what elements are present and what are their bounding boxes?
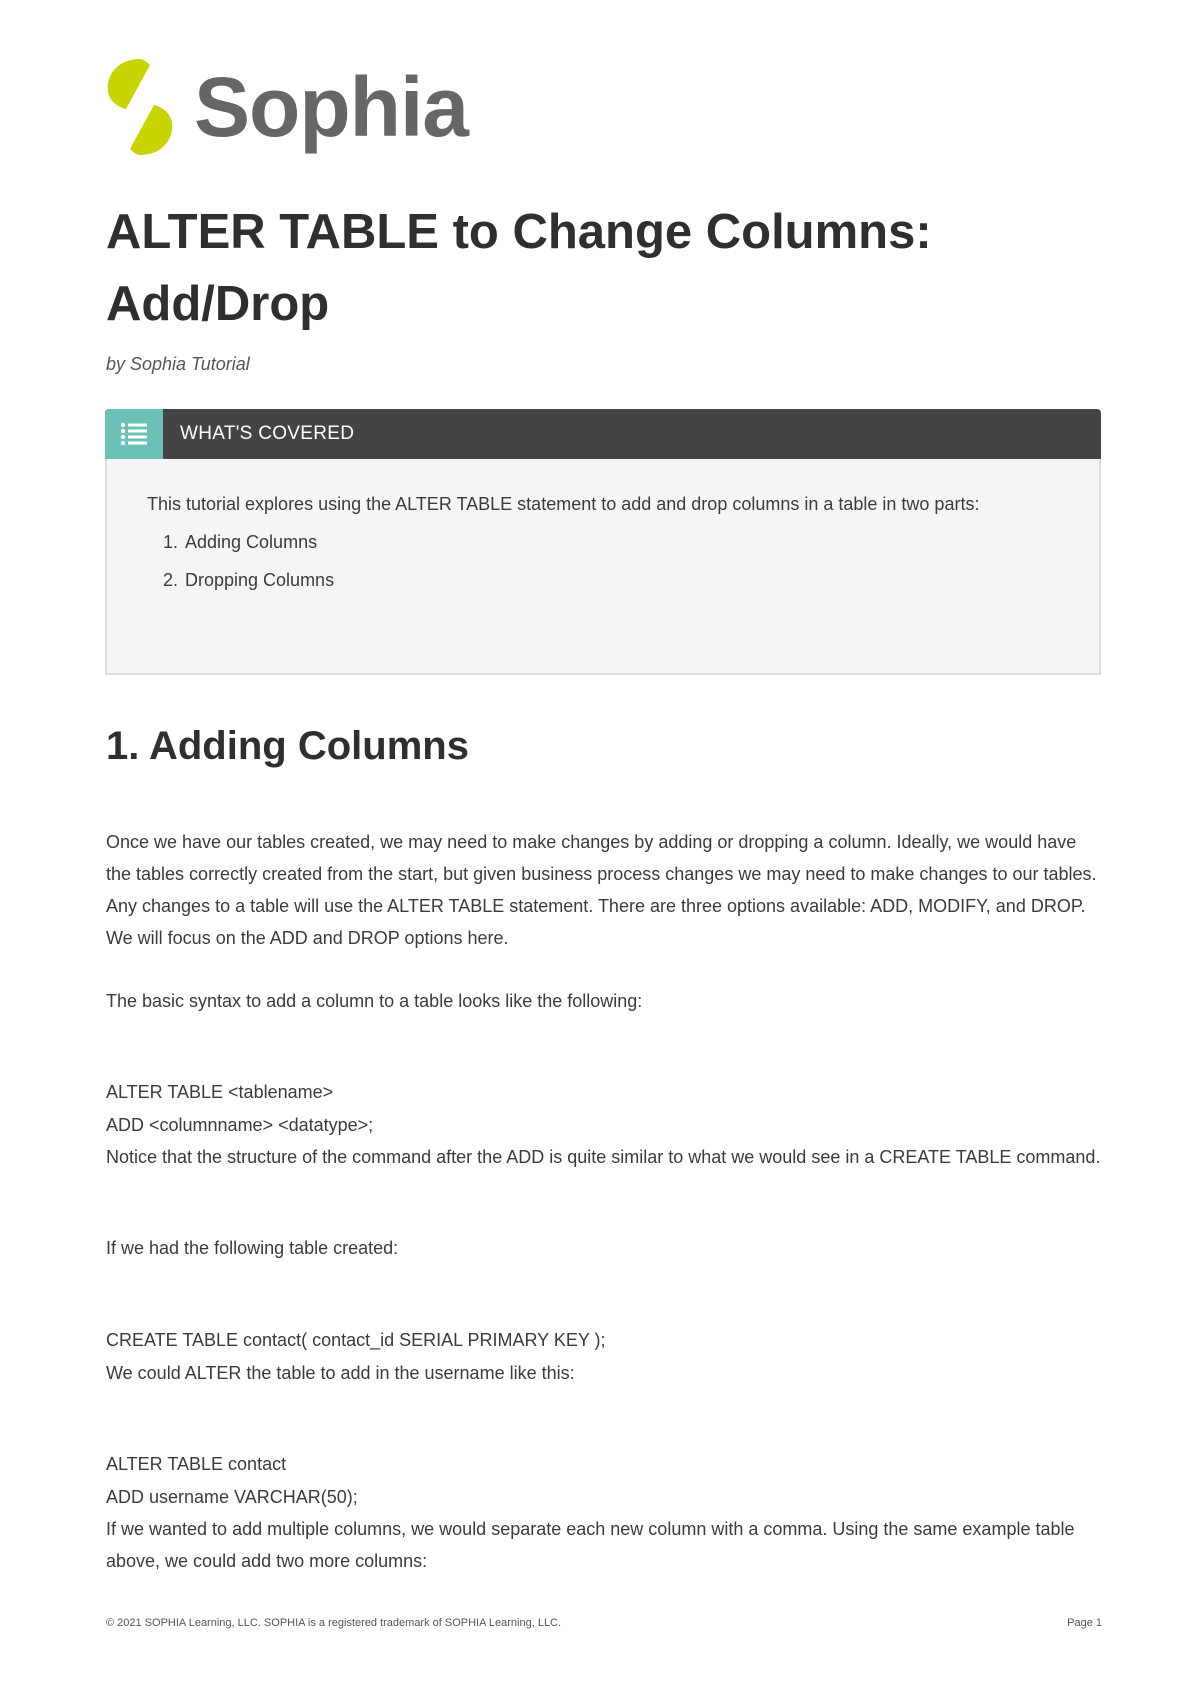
sophia-logo <box>104 54 468 160</box>
paragraph-multiple-columns: If we wanted to add multiple columns, we would separate each new column with a comma. Using the same example table above, we could add two more columns: <box>106 1519 1075 1571</box>
paragraph-table-created: If we had the following table created: <box>106 1238 399 1258</box>
byline: by Sophia Tutorial <box>106 354 250 374</box>
sophia-logo-text: Sophia <box>194 60 469 154</box>
whats-covered-box <box>105 409 1101 675</box>
page-title <box>106 196 1106 340</box>
paragraph-alter-username: We could ALTER the table to add in the username like this: <box>106 1363 575 1383</box>
paragraph-notice: Notice that the structure of the command after the ADD is quite similar to what we would see in a CREATE TABLE command. <box>106 1147 1101 1167</box>
section-heading-adding-columns: 1. Adding Columns <box>106 724 469 768</box>
whats-covered-header <box>105 409 1101 459</box>
sophia-logo-mark-icon <box>104 55 176 159</box>
page-title-line-2: Add/Drop <box>106 277 330 331</box>
whats-covered-label: WHAT'S COVERED <box>180 423 355 444</box>
page-title-line-1: ALTER TABLE to Change Columns: <box>106 205 932 259</box>
list-item: 1. Adding Columns <box>183 523 1059 561</box>
paragraph-basic-syntax: The basic syntax to add a column to a table looks like the following: <box>106 991 643 1011</box>
code-line: ADD username VARCHAR(50); <box>106 1487 358 1507</box>
code-line: CREATE TABLE contact( contact_id SERIAL PRIMARY KEY ); <box>106 1330 606 1350</box>
list-item: 2. Dropping Columns <box>183 561 1059 599</box>
footer-page-number: Page 1 <box>1067 1617 1102 1629</box>
footer-copyright: © 2021 SOPHIA Learning, LLC. SOPHIA is a registered trademark of SOPHIA Learning, LLC. <box>106 1617 562 1629</box>
whats-covered-body <box>105 459 1101 675</box>
code-line: ALTER TABLE <tablename> <box>106 1082 334 1102</box>
code-line: ADD <columnname> <datatype>; <box>106 1115 374 1135</box>
whats-covered-intro: This tutorial explores using the ALTER TABLE statement to add and drop columns in a table in two parts: <box>147 494 980 514</box>
paragraph-intro: Once we have our tables created, we may need to make changes by adding or dropping a column. Ideally, we would have the tables correctly created from the start, but given business process changes we may need to make changes to our tables. Any changes to a table will use the ALTER TABLE statement. There are three options available: ADD, MODIFY, and DROP. We will focus on the ADD and DROP options here. <box>106 832 1097 948</box>
whats-covered-list <box>147 523 1059 599</box>
list-icon <box>105 409 163 459</box>
code-line: ALTER TABLE contact <box>106 1454 287 1474</box>
